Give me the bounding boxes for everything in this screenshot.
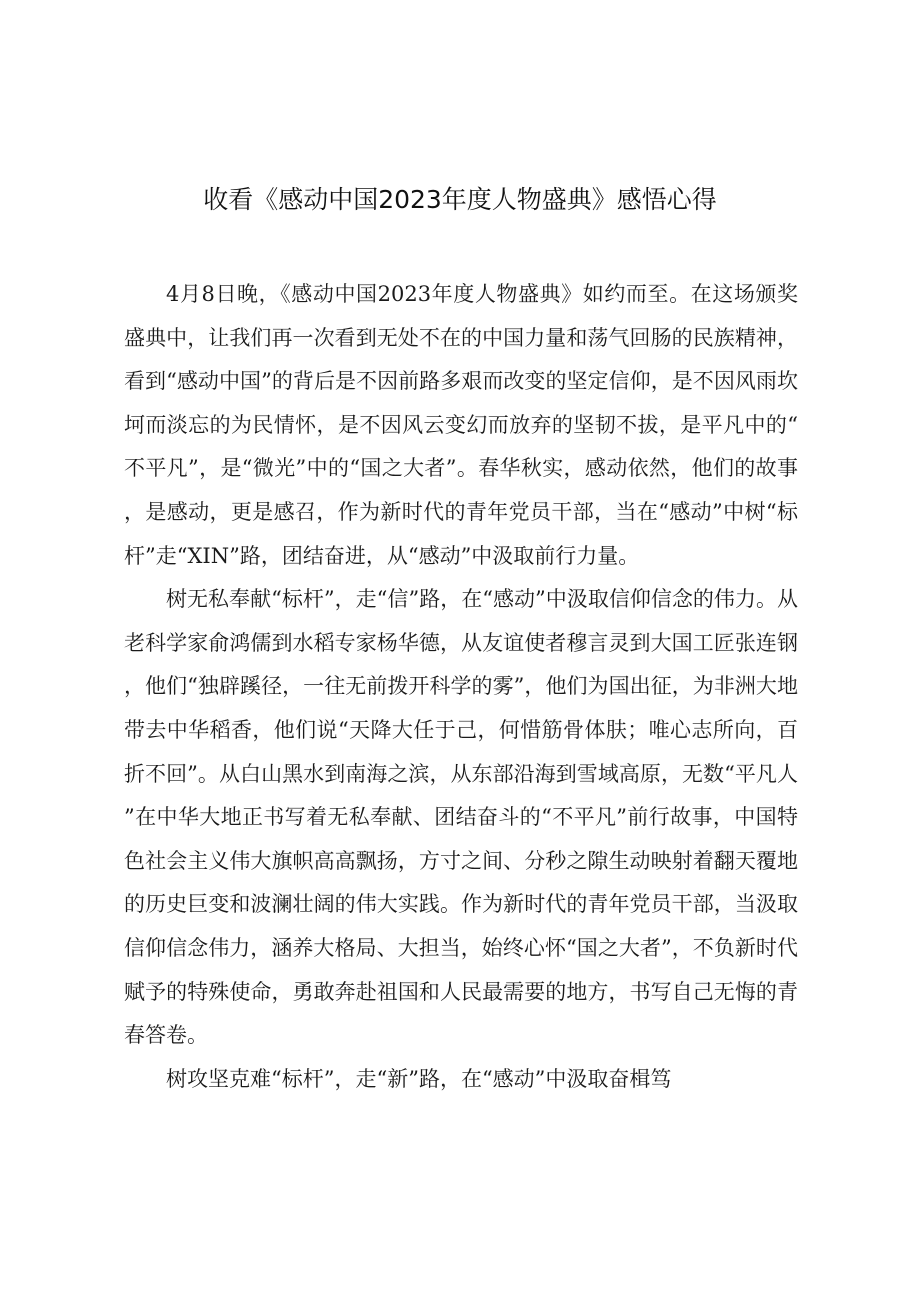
paragraph-dedication: 树无私奉献“标杆”，走“信”路，在“感动”中汲取信仰信念的伟力。从老科学家俞鸿儒到水稻专家杨华德，从友谊使者穆言灵到大国工匠张连钢，他们“独辟蹊径，一往无前拨开科学的雾”，他们为国出征，为非洲大地带去中华稻香，他们说“天降大任于己，何惜筋骨体肤；唯心志所向，百折不回”。从白山黑水到南海之滨，从东部沿海到雪域高原，无数“平凡人”在中华大地正书写着无私奉献、团结奋斗的“不平凡”前行故事，中国特色社会主义伟大旗帜高高飘扬，方寸之间、分秒之隙生动映射着翻天覆地的历史巨变和波澜壮阔的伟大实践。作为新时代的青年党员干部，当汲取信仰信念伟力，涵养大格局、大担当，始终心怀“国之大者”，不负新时代赋予的特殊使命，勇敢奔赴祖国和人民最需要的地方，书写自己无悔的青春答卷。: [124, 587, 798, 1048]
paragraph-intro: 4月8日晚，《感动中国2023年度人物盛典》如约而至。在这场颁奖盛典中，让我们再一次看到无处不在的中国力量和荡气回肠的民族精神，看到“感动中国”的背后是不因前路多艰而改变的坚定信仰，是不因风雨坎坷而淡忘的为民情怀，是不因风云变幻而放弃的坚韧不拔，是平凡中的“不平凡”，是“微光”中的“国之大者”。春华秋实，感动依然，他们的故事，是感动，更是感召，作为新时代的青年党员干部，当在“感动”中树“标杆”走“XIN”路，团结奋进，从“感动”中汲取前行力量。: [124, 282, 798, 568]
document-title: 收看《感动中国2023年度人物盛典》感悟心得: [203, 185, 717, 214]
document-body: [124, 273, 798, 1101]
paragraph-innovation: 树攻坚克难“标杆”，走“新”路，在“感动”中汲取奋楫笃: [166, 1066, 672, 1091]
